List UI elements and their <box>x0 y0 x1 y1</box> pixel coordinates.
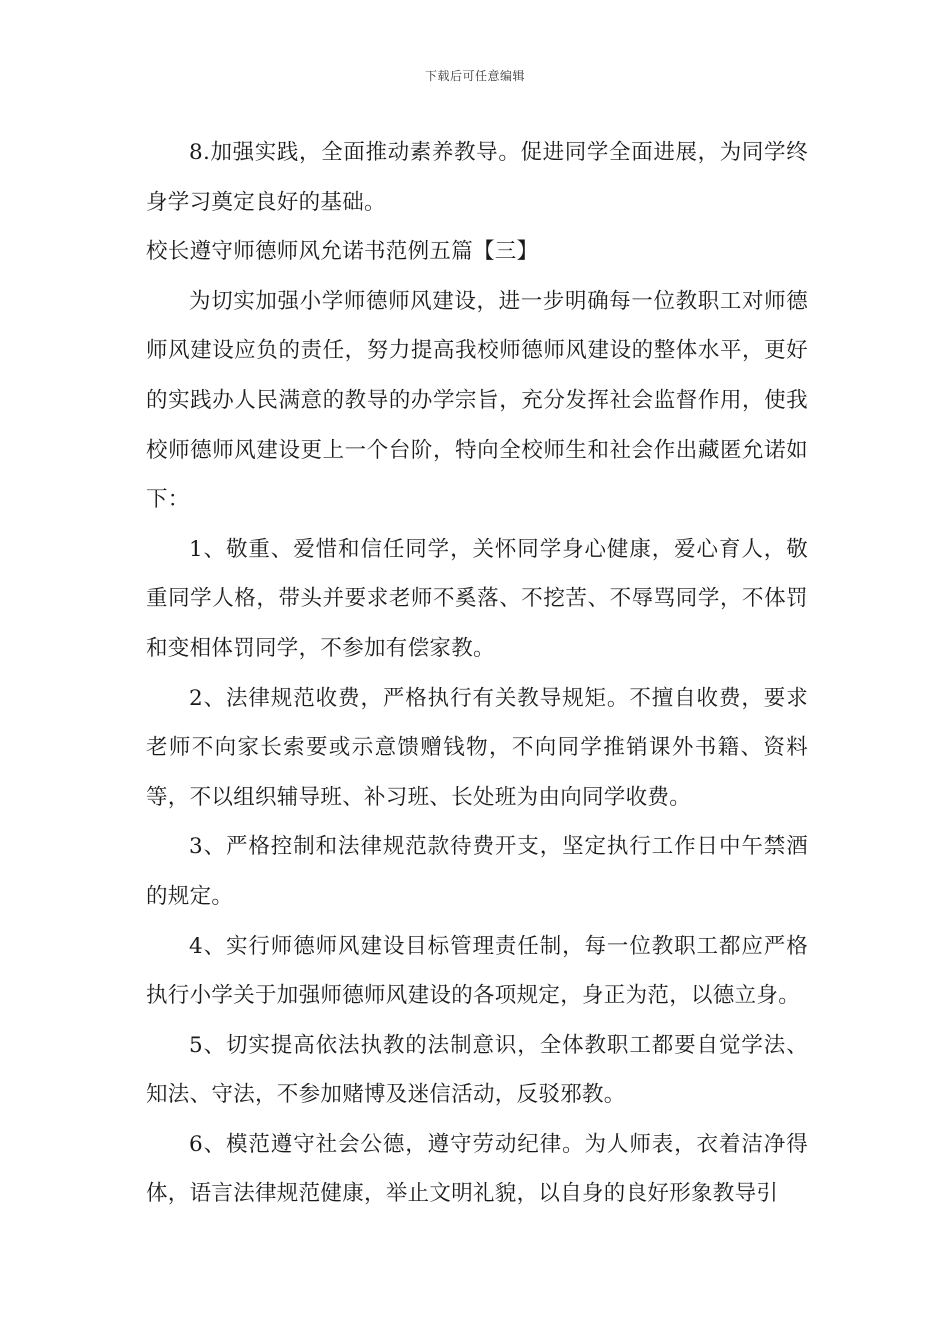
paragraph-item-1: 1、敬重、爱惜和信任同学，关怀同学身心健康，爱心育人，敬重同学人格，带头并要求老师不奚落、不挖苦、不辱骂同学，不体罚和变相体罚同学，不参加有偿家教。 <box>146 536 808 661</box>
paragraph-item-6: 6、模范遵守社会公德，遵守劳动纪律。为人师表，衣着洁净得体，语言法律规范健康，举止文明礼貌，以自身的良好形象教导引 <box>146 1131 808 1207</box>
page-header-note: 下载后可任意编辑 <box>424 69 525 83</box>
paragraph-item-8: 8.加强实践，全面推动素养教导。促进同学全面进展，为同学终身学习奠定良好的基础。 <box>146 140 808 215</box>
paragraph-intro: 为切实加强小学师德师风建设，进一步明确每一位教职工对师德师风建设应负的责任，努力提高我校师德师风建设的整体水平，更好的实践办人民满意的教导的办学宗旨，充分发挥社会监督作用，使我校师德师风建设更上一个台阶，特向全校师生和社会作出藏匿允诺如下： <box>146 288 808 513</box>
paragraph-item-4: 4、实行师德师风建设目标管理责任制，每一位教职工都应严格执行小学关于加强师德师风建设的各项规定，身正为范，以德立身。 <box>146 933 808 1009</box>
paragraph-item-2: 2、法律规范收费，严格执行有关教导规矩。不擅自收费，要求老师不向家长索要或示意馈赠钱物，不向同学推销课外书籍、资料等，不以组织辅导班、补习班、长处班为由向同学收费。 <box>146 685 808 810</box>
document-body <box>146 128 808 1219</box>
paragraph-item-5: 5、切实提高依法执教的法制意识，全体教职工都要自觉学法、知法、守法，不参加赌博及迷信活动，反驳邪教。 <box>146 1032 808 1108</box>
paragraph-item-3: 3、严格控制和法律规范款待费开支，坚定执行工作日中午禁酒的规定。 <box>146 834 808 909</box>
section-heading: 校长遵守师德师风允诺书范例五篇【三】 <box>146 239 539 265</box>
